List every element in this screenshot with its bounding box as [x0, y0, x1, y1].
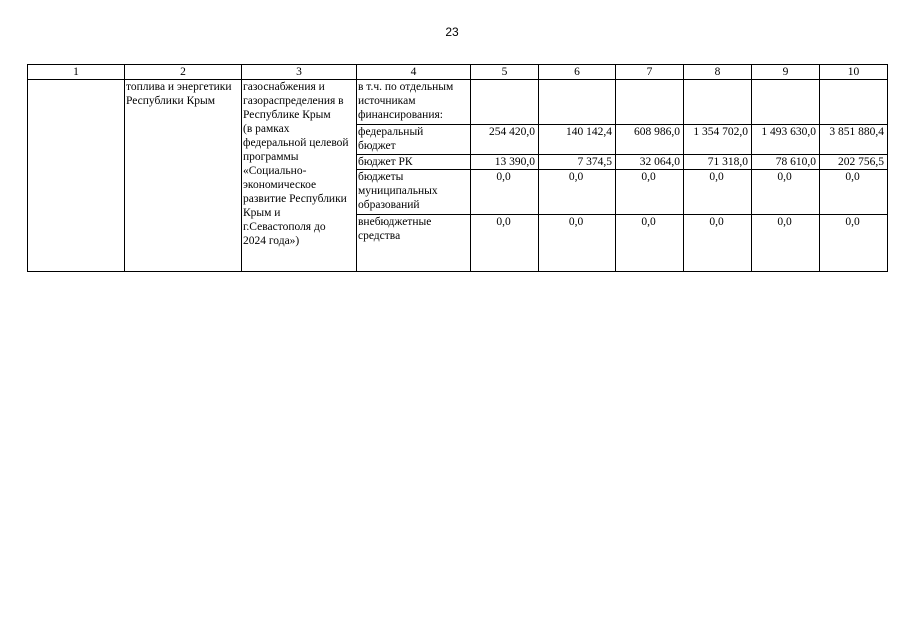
value-cell: 13 390,0 [471, 155, 539, 170]
value-cell: 0,0 [820, 170, 888, 215]
source-cell: бюджеты муниципальных образований [357, 170, 471, 215]
value-cell: 0,0 [616, 215, 684, 272]
header-cell: 7 [616, 65, 684, 80]
value-cell: 0,0 [539, 215, 616, 272]
value-cell: 0,0 [471, 170, 539, 215]
source-cell: бюджет РК [357, 155, 471, 170]
header-cell: 2 [125, 65, 242, 80]
value-cell [539, 80, 616, 125]
value-cell: 7 374,5 [539, 155, 616, 170]
budget-table [27, 64, 888, 272]
header-cell: 8 [684, 65, 752, 80]
value-cell: 1 493 630,0 [752, 125, 820, 155]
value-cell: 3 851 880,4 [820, 125, 888, 155]
measure-cell: газоснабжения и газораспределения в Республике Крым (в рамках федеральной целевой программы «Социально- экономическое развитие Республики Крым и г.Севастополя до 2024 года») [242, 80, 357, 272]
executor-cell: топлива и энергетики Республики Крым [125, 80, 242, 272]
value-cell: 71 318,0 [684, 155, 752, 170]
value-cell: 78 610,0 [752, 155, 820, 170]
header-cell: 4 [357, 65, 471, 80]
value-cell: 32 064,0 [616, 155, 684, 170]
header-cell: 10 [820, 65, 888, 80]
header-cell: 1 [28, 65, 125, 80]
value-cell [616, 80, 684, 125]
value-cell: 0,0 [752, 215, 820, 272]
header-cell: 3 [242, 65, 357, 80]
value-cell: 0,0 [684, 170, 752, 215]
col1-cell [28, 80, 125, 272]
value-cell: 0,0 [539, 170, 616, 215]
value-cell: 0,0 [616, 170, 684, 215]
table-row [28, 80, 888, 125]
value-cell: 0,0 [471, 215, 539, 272]
source-cell: внебюджетные средства [357, 215, 471, 272]
value-cell: 0,0 [820, 215, 888, 272]
value-cell: 0,0 [684, 215, 752, 272]
value-cell: 254 420,0 [471, 125, 539, 155]
value-cell: 608 986,0 [616, 125, 684, 155]
source-cell: в т.ч. по отдельным источникам финансирования: [357, 80, 471, 125]
value-cell [820, 80, 888, 125]
header-cell: 6 [539, 65, 616, 80]
header-row [28, 65, 888, 80]
value-cell: 1 354 702,0 [684, 125, 752, 155]
value-cell [752, 80, 820, 125]
page-number: 23 [445, 25, 459, 39]
value-cell: 202 756,5 [820, 155, 888, 170]
source-cell: федеральный бюджет [357, 125, 471, 155]
value-cell: 0,0 [752, 170, 820, 215]
value-cell: 140 142,4 [539, 125, 616, 155]
header-cell: 9 [752, 65, 820, 80]
value-cell [471, 80, 539, 125]
header-cell: 5 [471, 65, 539, 80]
value-cell [684, 80, 752, 125]
